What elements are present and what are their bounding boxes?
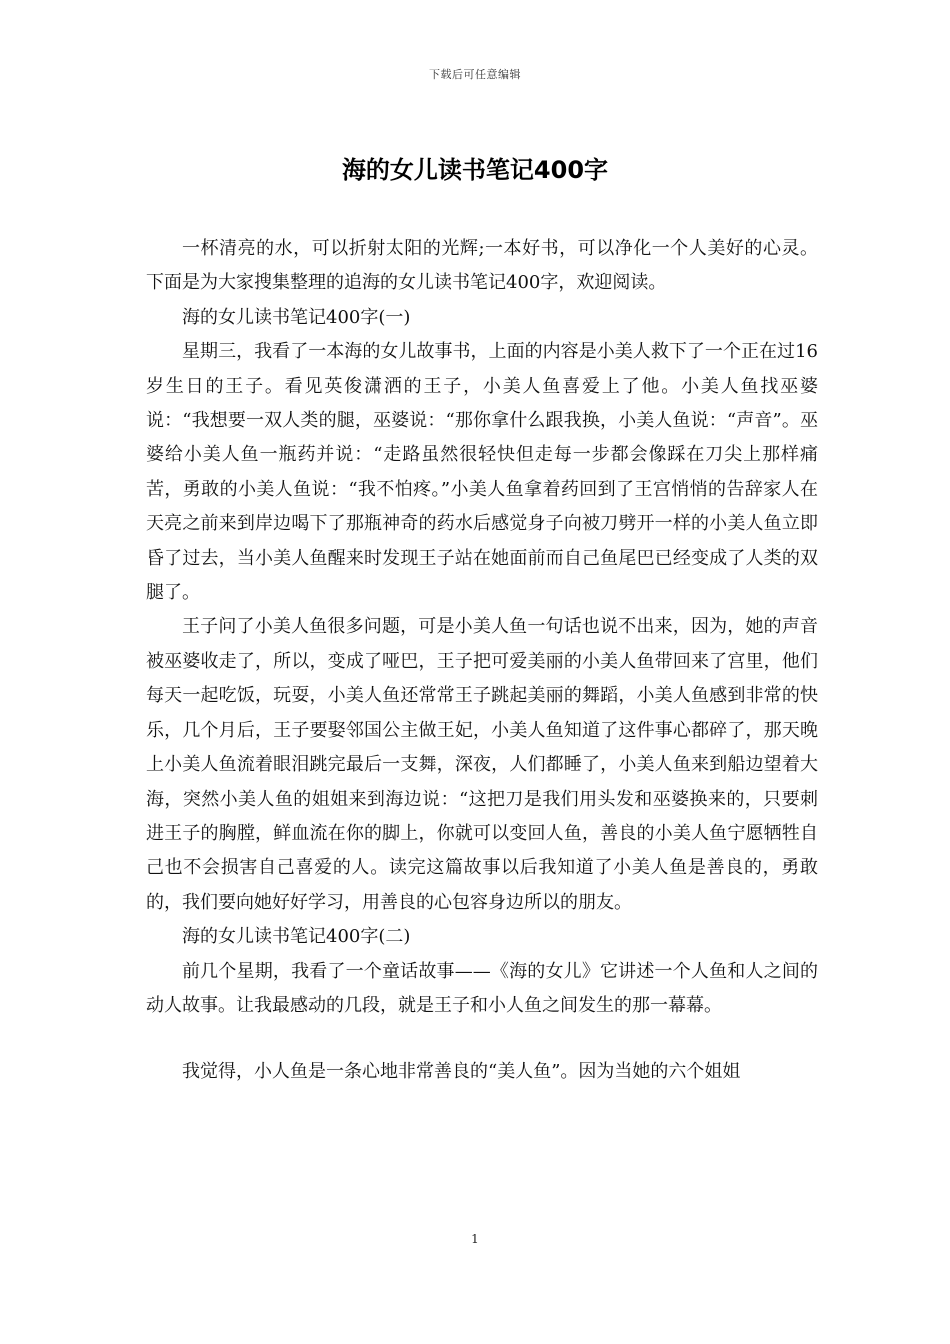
paragraph-story-one: 星期三，我看了一本海的女儿故事书，上面的内容是小美人救下了一个正在过16岁生日的王子。看见英俊潇洒的王子，小美人鱼喜爱上了他。小美人鱼找巫婆说：“我想要一双人类的腿，巫婆说：“那你拿什么跟我换，小美人鱼说：“声音”。巫婆给小美人鱼一瓶药并说：“走路虽然很轻快但走每一步都会像踩在刀尖上那样痛苦，勇敢的小美人鱼说：“我不怕疼。”小美人鱼拿着药回到了王宫悄悄的告辞家人在天亮之前来到岸边喝下了那瓶神奇的药水后感觉身子向被刀劈开一样的小美人鱼立即昏了过去，当小美人鱼醒来时发现王子站在她面前而自己鱼尾巴已经变成了人类的双腿了。	[146, 341, 818, 604]
paragraph-story-four: 我觉得，小人鱼是一条心地非常善良的“美人鱼”。因为当她的六个姐姐	[182, 1061, 741, 1083]
header-note: 下载后可任意编辑	[429, 68, 521, 81]
paragraph-story-three: 前几个星期，我看了一个童话故事——《海的女儿》它讲述一个人鱼和人之间的动人故事。让我最感动的几段，就是王子和小人鱼之间发生的那一幕幕。	[146, 960, 818, 1016]
document-body	[146, 232, 818, 1090]
section-heading-one: 海的女儿读书笔记400字(一)	[182, 306, 411, 328]
section-heading-two: 海的女儿读书笔记400字(二)	[182, 926, 411, 948]
paragraph-intro: 一杯清亮的水，可以折射太阳的光辉;一本好书，可以净化一个人美好的心灵。下面是为大家搜集整理的追海的女儿读书笔记400字，欢迎阅读。	[146, 238, 818, 294]
paragraph-story-two: 王子问了小美人鱼很多问题，可是小美人鱼一句话也说不出来，因为，她的声音被巫婆收走了，所以，变成了哑巴，王子把可爱美丽的小美人鱼带回来了宫里，他们每天一起吃饭，玩耍，小美人鱼还常常王子跳起美丽的舞蹈，小美人鱼感到非常的快乐，几个月后，王子要娶邻国公主做王妃，小美人鱼知道了这件事心都碎了，那天晚上小美人鱼流着眼泪跳完最后一支舞，深夜，人们都睡了，小美人鱼来到船边望着大海，突然小美人鱼的姐姐来到海边说：“这把刀是我们用头发和巫婆换来的，只要刺进王子的胸膛，鲜血流在你的脚上，你就可以变回人鱼，善良的小美人鱼宁愿牺牲自己也不会损害自己喜爱的人。读完这篇故事以后我知道了小美人鱼是善良的，勇敢的，我们要向她好好学习，用善良的心包容身边所以的朋友。	[146, 616, 818, 913]
page-number: 1	[471, 1232, 479, 1246]
document-title: 海的女儿读书笔记400字	[341, 156, 609, 184]
